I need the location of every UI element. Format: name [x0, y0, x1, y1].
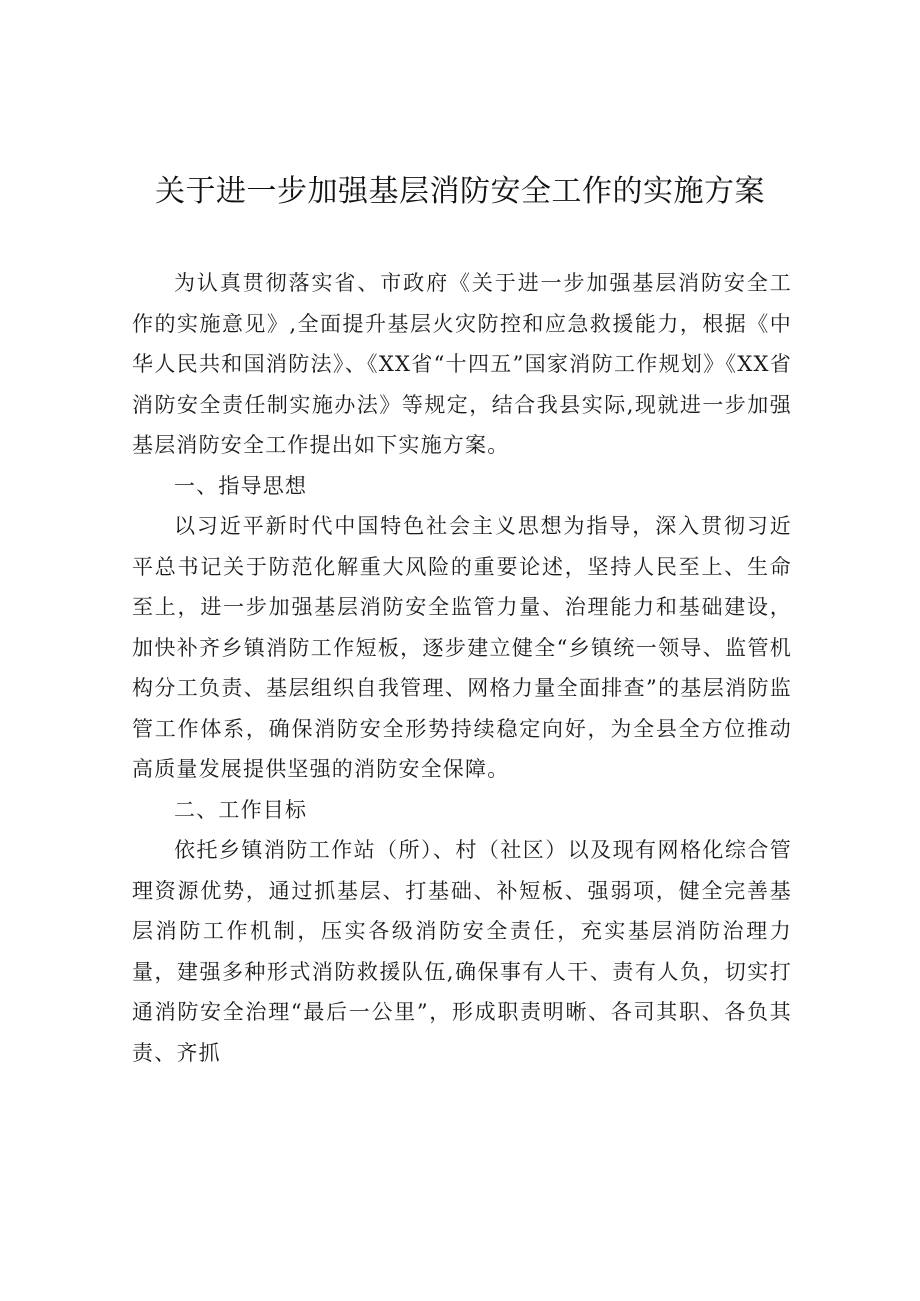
document-title: 关于进一步加强基层消防安全工作的实施方案: [155, 174, 765, 209]
section-paragraph-guiding-ideology: 以习近平新时代中国特色社会主义思想为指导，深入贯彻习近平总书记关于防范化解重大风险的重要论述，坚持人民至上、生命至上，进一步加强基层消防安全监管力量、治理能力和基础建设，加快补齐乡镇消防工作短板，逐步建立健全“乡镇统一领导、监管机构分工负责、基层组织自我管理、网格力量全面排查”的基层消防监管工作体系，确保消防安全形势持续稳定向好，为全县全方位推动高质量发展提供坚强的消防安全保障。: [132, 514, 792, 781]
section-heading-guiding-ideology: 一、指导思想: [174, 473, 308, 498]
section-paragraph-work-goals: 依托乡镇消防工作站（所）、村（社区）以及现有网格化综合管理资源优势，通过抓基层、打基础、补短板、强弱项，健全完善基层消防工作机制，压实各级消防安全责任，充实基层消防治理力量，建强多种形式消防救援队伍,确保事有人干、责有人负，切实打通消防安全治理“最后一公里”，形成职责明晰、各司其职、各负其责、齐抓: [132, 838, 792, 1065]
section-heading-work-goals: 二、工作目标: [174, 797, 308, 822]
document-body: [132, 263, 792, 1073]
intro-paragraph: 为认真贯彻落实省、市政府《关于进一步加强基层消防安全工作的实施意见》,全面提升基层火灾防控和应急救援能力，根据《中华人民共和国消防法》、《XX省“十四五”国家消防工作规划》《XX省消防安全责任制实施办法》等规定，结合我县实际,现就进一步加强基层消防安全工作提出如下实施方案。: [132, 271, 792, 457]
